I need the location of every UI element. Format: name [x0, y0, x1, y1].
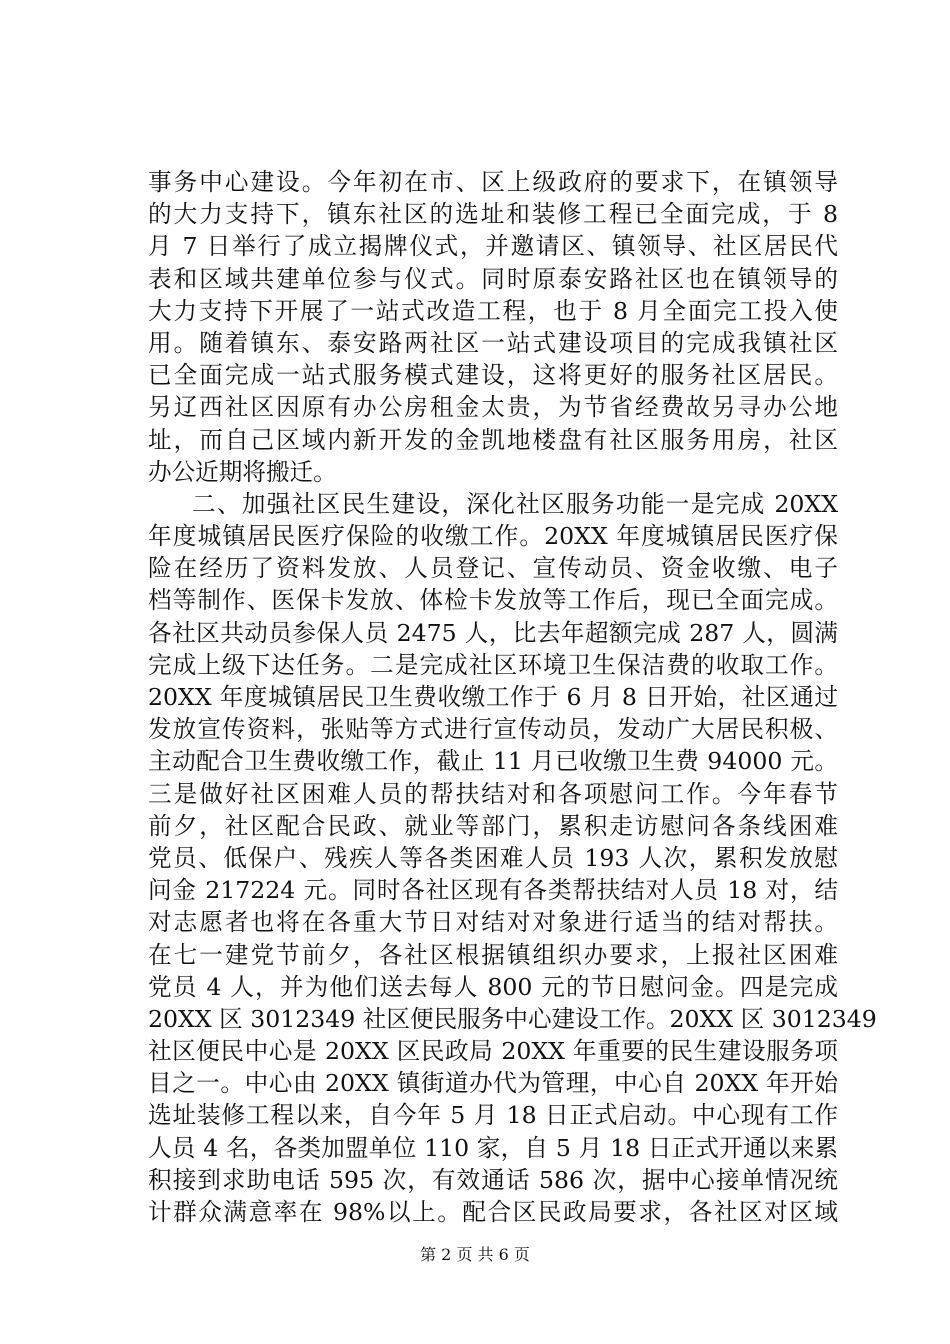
text-line: 社区便民中心是 20XX 区民政局 20XX 年重要的民生建设服务项 — [148, 1037, 838, 1066]
text-line: 办公近期将搬迁。 — [148, 457, 337, 486]
text-line: 大力支持下开展了一站式改造工程，也于 8 月全面完工投入使 — [148, 296, 838, 325]
page-number-footer: 第 2 页 共 6 页 — [420, 1245, 530, 1264]
text-line: 在七一建党节前夕，各社区根据镇组织办要求，上报社区困难 — [148, 940, 838, 969]
text-line: 事务中心建设。今年初在市、区上级政府的要求下，在镇领导 — [148, 168, 838, 196]
paragraph-heading-line: 二、加强社区民生建设，深化社区服务功能一是完成 20XX — [192, 489, 838, 518]
text-line: 月 7 日举行了成立揭牌仪式，并邀请区、镇领导、社区居民代 — [148, 232, 838, 261]
text-line: 完成上级下达任务。二是完成社区环境卫生保洁费的收取工作。 — [148, 650, 838, 679]
text-line: 党员、低保户、残疾人等各类困难人员 193 人次，累积发放慰 — [148, 843, 838, 872]
text-line: 用。随着镇东、泰安路两社区一站式建设项目的完成我镇社区 — [148, 328, 838, 357]
text-line: 另辽西社区因原有办公房租金太贵，为节省经费故另寻办公地 — [148, 393, 838, 422]
text-line: 已全面完成一站式服务模式建设，这将更好的服务社区居民。 — [148, 361, 838, 390]
text-line: 险在经历了资料发放、人员登记、宣传动员、资金收缴、电子 — [148, 554, 838, 583]
text-line: 址，而自己区域内新开发的金凯地楼盘有社区服务用房，社区 — [148, 425, 838, 454]
document-body — [148, 166, 877, 1228]
text-line: 选址装修工程以来，自今年 5 月 18 日正式启动。中心现有工作 — [148, 1101, 838, 1130]
text-line: 表和区域共建单位参与仪式。同时原泰安路社区也在镇领导的 — [148, 264, 838, 293]
text-line: 党员 4 人，并为他们送去每人 800 元的节日慰问金。四是完成 — [148, 972, 838, 1001]
text-line: 主动配合卫生费收缴工作，截止 11 月已收缴卫生费 94000 元。 — [148, 747, 838, 776]
text-line: 对志愿者也将在各重大节日对结对对象进行适当的结对帮扶。 — [148, 908, 838, 937]
text-line: 三是做好社区困难人员的帮扶结对和各项慰问工作。今年春节 — [148, 779, 838, 808]
text-line: 20XX 区 3012349 社区便民服务中心建设工作。20XX 区 3012349 — [148, 1004, 877, 1033]
text-line: 积接到求助电话 595 次，有效通话 586 次，据中心接单情况统 — [148, 1165, 838, 1194]
text-line: 20XX 年度城镇居民卫生费收缴工作于 6 月 8 日开始，社区通过 — [148, 683, 838, 711]
text-line: 的大力支持下，镇东社区的选址和装修工程已全面完成，于 8 — [148, 200, 838, 229]
text-line: 各社区共动员参保人员 2475 人，比去年超额完成 287 人，圆满 — [148, 618, 838, 647]
text-line: 年度城镇居民医疗保险的收缴工作。20XX 年度城镇居民医疗保 — [148, 522, 838, 551]
text-line: 目之一。中心由 20XX 镇街道办代为管理，中心自 20XX 年开始 — [148, 1069, 838, 1098]
text-line: 计群众满意率在 98%以上。配合区民政局要求，各社区对区域 — [148, 1198, 838, 1226]
text-line: 前夕，社区配合民政、就业等部门，累积走访慰问各条线困难 — [148, 811, 838, 840]
text-line: 档等制作、医保卡发放、体检卡发放等工作后，现已全面完成。 — [148, 586, 838, 615]
text-line: 发放宣传资料，张贴等方式进行宣传动员，发动广大居民积极、 — [148, 715, 838, 744]
text-line: 人员 4 名，各类加盟单位 110 家，自 5 月 18 日正式开通以来累 — [148, 1133, 838, 1162]
text-line: 问金 217224 元。同时各社区现有各类帮扶结对人员 18 对，结 — [148, 876, 838, 905]
